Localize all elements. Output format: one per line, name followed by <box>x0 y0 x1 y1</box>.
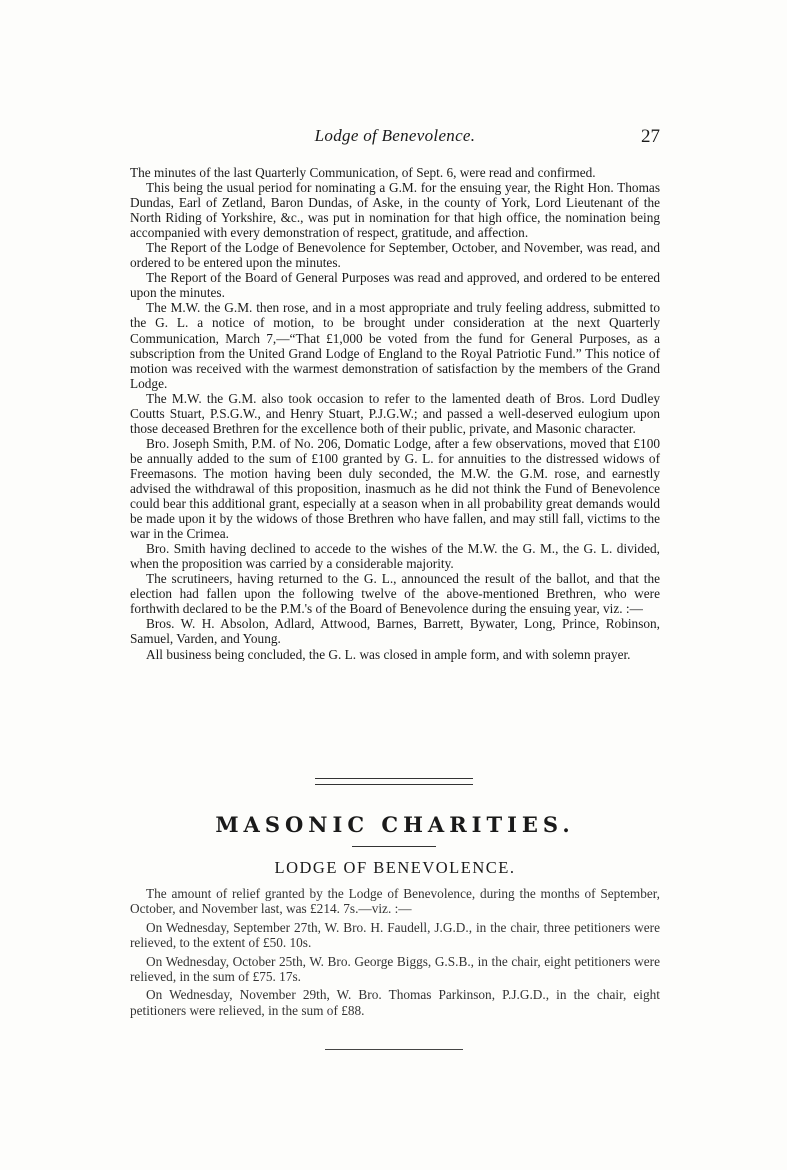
charity-paragraph: The amount of relief granted by the Lodge of Benevolence, during the months of September, October, and November last, was £214. 7s.—viz. :— <box>130 886 660 917</box>
bottom-rule-divider <box>325 1049 463 1050</box>
minutes-paragraph: All business being concluded, the G. L. was closed in ample form, and with solemn prayer. <box>146 646 631 662</box>
subsection-title: LODGE OF BENEVOLENCE. <box>274 858 516 877</box>
minutes-paragraph: The Report of the Board of General Purposes was read and approved, and ordered to be entered upon the minutes. <box>130 270 660 301</box>
short-rule-divider <box>352 846 436 847</box>
section-title: MASONIC CHARITIES. <box>215 812 575 837</box>
running-head <box>130 126 660 156</box>
minutes-paragraph: Bros. W. H. Absolon, Adlard, Attwood, Barnes, Barrett, Bywater, Long, Prince, Robinson, Samuel, Varden, and Young. <box>130 616 660 647</box>
minutes-paragraph: The minutes of the last Quarterly Communication, of Sept. 6, were read and confirmed. <box>130 165 596 180</box>
minutes-paragraph: The M.W. the G.M. then rose, and in a most appropriate and truly feeling address, submitted to the G. L. a notice of motion, to be brought under consideration at the next Quarterly Communication, March 7,—“That £1,000 be voted from the fund for General Purposes, as a subscription from the United Grand Lodge of England to the Royal Patriotic Fund.” This notice of motion was received with the warmest demonstration of satisfaction by the members of the Grand Lodge. <box>130 300 660 391</box>
double-rule-divider <box>315 778 473 785</box>
minutes-paragraph: This being the usual period for nominating a G.M. for the ensuing year, the Right Hon. Thomas Dundas, Earl of Zetland, Baron Dundas, of Aske, in the county of York, Lord Lieutenant of the North Riding of Yorkshire, &c., was put in nomination for that high office, the nomination being accompanied with every demonstration of respect, gratitude, and affection. <box>130 180 660 241</box>
minutes-paragraph: The scrutineers, having returned to the G. L., announced the result of the ballot, and that the election had fallen upon the following twelve of the above-mentioned Brethren, who were forthwith declared to be the P.M.'s of the Board of Benevolence during the ensuing year, viz. :— <box>130 571 660 617</box>
minutes-paragraph: The M.W. the G.M. also took occasion to refer to the lamented death of Bros. Lord Dudley Coutts Stuart, P.S.G.W., and Henry Stuart, P.J.G.W.; and passed a well-deserved eulogium upon those deceased Brethren for the excellence both of their public, private, and Masonic character. <box>130 390 660 436</box>
charity-paragraph: On Wednesday, October 25th, W. Bro. George Biggs, G.S.B., in the chair, eight petitioners were relieved, in the sum of £75. 17s. <box>130 953 660 985</box>
minutes-paragraph: The Report of the Lodge of Benevolence for September, October, and November, was read, and ordered to be entered upon the minutes. <box>130 240 660 271</box>
minutes-text <box>130 165 660 662</box>
page-number: 27 <box>641 126 660 147</box>
charity-paragraph: On Wednesday, November 29th, W. Bro. Thomas Parkinson, P.J.G.D., in the chair, eight petitioners were relieved, in the sum of £88. <box>130 987 660 1018</box>
charity-paragraph: On Wednesday, September 27th, W. Bro. H. Faudell, J.G.D., in the chair, three petitioners were relieved, to the extent of £50. 10s. <box>130 919 660 951</box>
minutes-paragraph: Bro. Joseph Smith, P.M. of No. 206, Domatic Lodge, after a few observations, moved that £100 be annually added to the sum of £100 granted by G. L. for annuities to the distressed widows of Freemasons. The motion having been duly seconded, the M.W. the G.M. rose, and earnestly advised the withdrawal of this proposition, inasmuch as he did not think the Fund of Benevolence could bear this additional grant, especially at a season when in all probability great demands would be made upon it by the widows of those Brethren who have fallen, and may still fall, victims to the war in the Crimea. <box>130 435 660 542</box>
minutes-paragraph: Bro. Smith having declined to accede to the wishes of the M.W. the G. M., the G. L. divided, when the proposition was carried by a considerable majority. <box>130 541 660 572</box>
running-title: Lodge of Benevolence. <box>314 126 476 145</box>
charity-text <box>130 886 660 1021</box>
